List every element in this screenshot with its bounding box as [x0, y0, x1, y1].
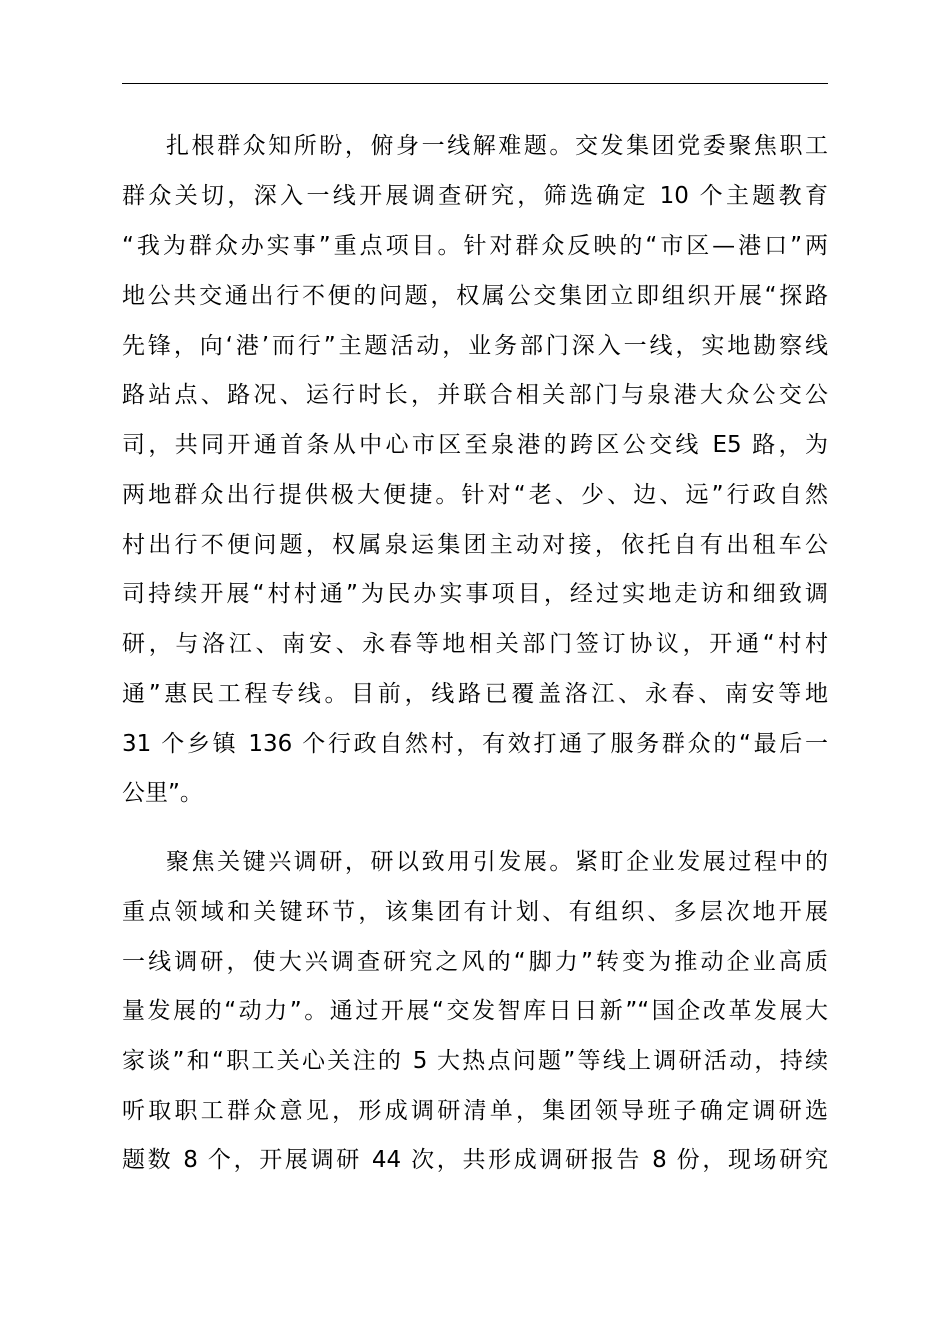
- text-line: 先锋，向‘港’而行”主题活动，业务部门深入一线，实地勘察线: [122, 333, 828, 359]
- text-line: 路站点、路况、运行时长，并联合相关部门与泉港大众公交公: [122, 382, 828, 408]
- text-line: 家谈”和“职工关心关注的 5 大热点问题”等线上调研活动，持续: [122, 1048, 828, 1074]
- text-line: 两地群众出行提供极大便捷。针对“老、少、边、远”行政自然: [122, 482, 828, 508]
- text-line: 重点领域和关键环节，该集团有计划、有组织、多层次地开展: [122, 899, 828, 925]
- text-line: 村出行不便问题，权属泉运集团主动对接，依托自有出租车公: [122, 532, 828, 558]
- text-line: 量发展的“动力”。通过开展“交发智库日日新”“国企改革发展大: [122, 998, 828, 1024]
- text-line: 31 个乡镇 136 个行政自然村，有效打通了服务群众的“最后一: [122, 731, 828, 757]
- text-line: 扎根群众知所盼，俯身一线解难题。交发集团党委聚焦职工: [166, 133, 828, 159]
- text-line: “我为群众办实事”重点项目。针对群众反映的“市区—港口”两: [122, 233, 828, 259]
- text-line: 群众关切，深入一线开展调查研究，筛选确定 10 个主题教育: [122, 183, 828, 209]
- text-line: 司，共同开通首条从中心市区至泉港的跨区公交线 E5 路，为: [122, 432, 828, 458]
- text-line: 聚焦关键兴调研，研以致用引发展。紧盯企业发展过程中的: [166, 849, 828, 875]
- text-line: 一线调研，使大兴调查研究之风的“脚力”转变为推动企业高质: [122, 949, 828, 975]
- text-line: 听取职工群众意见，形成调研清单，集团领导班子确定调研选: [122, 1098, 828, 1124]
- text-line: 研，与洛江、南安、永春等地相关部门签订协议，开通“村村: [122, 631, 828, 657]
- text-line: 通”惠民工程专线。目前，线路已覆盖洛江、永春、南安等地: [122, 681, 828, 707]
- text-line: 公里”。: [122, 780, 203, 806]
- text-line: 地公共交通出行不便的问题，权属公交集团立即组织开展“探路: [122, 283, 828, 309]
- header-rule: [122, 83, 828, 84]
- paragraph-2: [122, 838, 828, 1198]
- paragraph-1: [122, 122, 828, 822]
- text-line: 司持续开展“村村通”为民办实事项目，经过实地走访和细致调: [122, 581, 828, 607]
- text-line: 题数 8 个，开展调研 44 次，共形成调研报告 8 份，现场研究: [122, 1147, 828, 1173]
